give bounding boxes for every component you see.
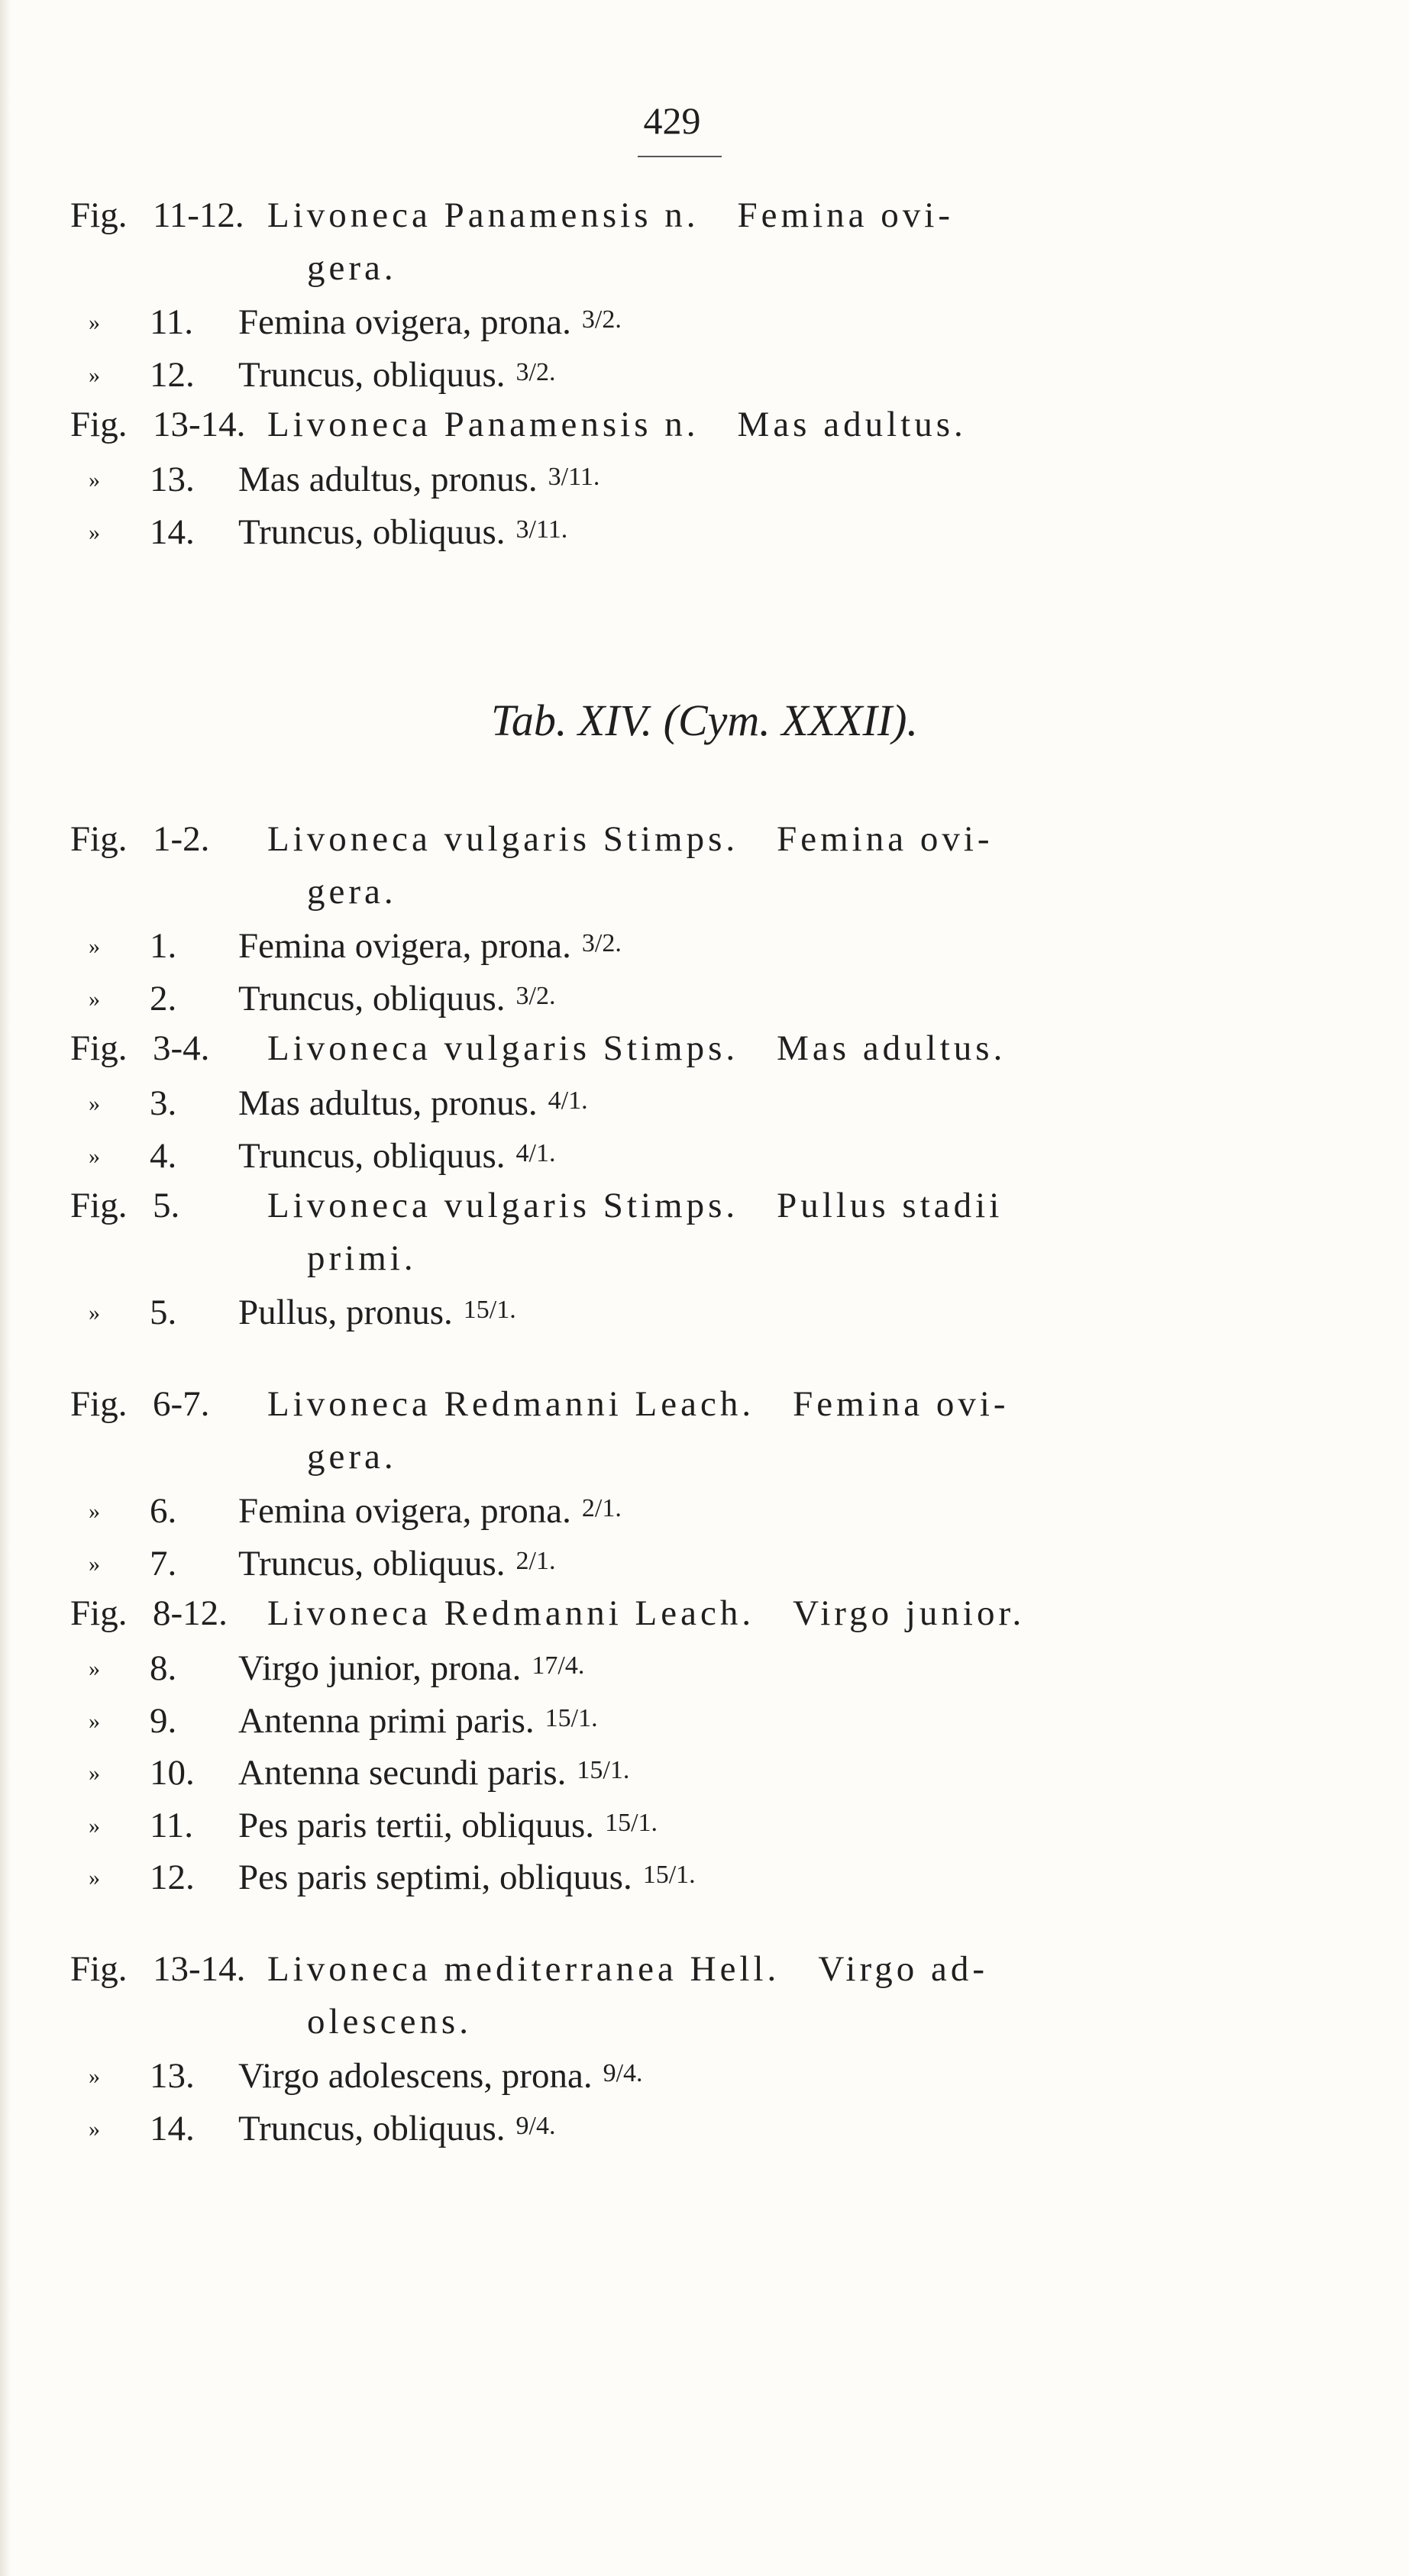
plate-heading: Tab. XIV. (Cym. XXXII). xyxy=(491,696,918,745)
figure-number: 10. xyxy=(150,1753,195,1793)
figure-number: 3. xyxy=(150,1083,177,1123)
figure-caption: Antenna primi paris. xyxy=(238,1700,535,1741)
specimen-description: Femina ovi- xyxy=(793,1384,1010,1424)
magnification: 3/11. xyxy=(515,515,568,544)
ditto-mark: » xyxy=(89,2116,100,2142)
figure-caption: Virgo junior, prona. xyxy=(238,1648,522,1688)
figure-caption: Mas adultus, pronus. xyxy=(238,1083,538,1123)
figure-item xyxy=(89,1131,1158,1176)
figure-item xyxy=(89,1696,1158,1741)
figure-number: 9. xyxy=(150,1700,177,1741)
figure-heading xyxy=(70,1382,1235,1426)
page-number: 429 xyxy=(643,99,701,142)
figure-number: 1. xyxy=(150,926,177,967)
magnification: 3/11. xyxy=(548,463,600,491)
figure-item xyxy=(89,1288,1158,1332)
ditto-mark: » xyxy=(89,986,100,1012)
figure-range: 13-14. xyxy=(153,1949,246,1989)
figure-range: 5. xyxy=(153,1186,180,1226)
ditto-mark: » xyxy=(89,1551,100,1577)
heading-continuation: gera. xyxy=(307,871,397,912)
fig-label: Fig. xyxy=(70,1186,128,1226)
magnification: 15/1. xyxy=(577,1756,630,1785)
figure-number: 14. xyxy=(150,2108,195,2148)
magnification: 4/1. xyxy=(548,1086,588,1115)
figure-number: 2. xyxy=(150,978,177,1018)
heading-continuation: gera. xyxy=(307,1436,397,1477)
figure-item xyxy=(89,1539,1158,1583)
ditto-mark: » xyxy=(89,519,100,545)
figure-item xyxy=(89,350,1158,395)
figure-item xyxy=(89,455,1158,499)
species-name: Livoneca mediterranea Hell. xyxy=(267,1949,780,1989)
figure-range: 3-4. xyxy=(153,1028,210,1069)
ditto-mark: » xyxy=(89,934,100,960)
figure-range: 13-14. xyxy=(153,405,246,445)
magnification: 3/2. xyxy=(581,305,622,334)
species-name: Livoneca vulgaris Stimps. xyxy=(267,819,739,859)
figure-caption: Pullus, pronus. xyxy=(238,1293,453,1333)
magnification: 4/1. xyxy=(515,1138,556,1167)
figure-number: 12. xyxy=(150,1858,195,1898)
figure-item xyxy=(89,508,1158,552)
magnification: 15/1. xyxy=(642,1861,696,1890)
specimen-description: Virgo ad- xyxy=(818,1949,989,1989)
species-name: Livoneca vulgaris Stimps. xyxy=(267,1186,739,1226)
figure-number: 6. xyxy=(150,1491,177,1532)
figure-number: 11. xyxy=(150,1805,194,1845)
ditto-mark: » xyxy=(89,1300,100,1326)
figure-caption: Truncus, obliquus. xyxy=(238,1135,506,1176)
figure-number: 8. xyxy=(150,1648,177,1688)
ditto-mark: » xyxy=(89,1813,100,1838)
ditto-mark: » xyxy=(89,1091,100,1116)
fig-label: Fig. xyxy=(70,1949,128,1989)
figure-caption: Femina ovigera, prona. xyxy=(238,926,571,967)
figure-item xyxy=(89,1487,1158,1531)
ditto-mark: » xyxy=(89,1865,100,1891)
figure-item xyxy=(89,1801,1158,1845)
figure-caption: Truncus, obliquus. xyxy=(238,978,506,1018)
figure-caption: Truncus, obliquus. xyxy=(238,2108,506,2148)
figure-caption: Femina ovigera, prona. xyxy=(238,302,571,343)
species-name: Livoneca Panamensis n. xyxy=(267,405,700,445)
species-name: Livoneca Redmanni Leach. xyxy=(267,1384,755,1424)
magnification: 15/1. xyxy=(605,1808,658,1837)
species-name: Livoneca Panamensis n. xyxy=(267,195,700,235)
figure-item xyxy=(89,2051,1158,2096)
figure-heading xyxy=(70,1026,1235,1070)
magnification: 2/1. xyxy=(515,1546,556,1575)
figure-caption: Truncus, obliquus. xyxy=(238,354,506,395)
ditto-mark: » xyxy=(89,1499,100,1525)
ditto-mark: » xyxy=(89,1656,100,1681)
fig-label: Fig. xyxy=(70,405,128,445)
fig-label: Fig. xyxy=(70,1028,128,1069)
ditto-mark: » xyxy=(89,310,100,336)
magnification: 3/2. xyxy=(515,981,556,1010)
ditto-mark: » xyxy=(89,467,100,492)
figure-number: 13. xyxy=(150,2056,195,2097)
magnification: 17/4. xyxy=(532,1651,585,1680)
specimen-description: Pullus stadii xyxy=(777,1186,1003,1226)
page-edge-shadow xyxy=(0,0,11,2576)
magnification: 15/1. xyxy=(463,1296,516,1325)
figure-caption: Virgo adolescens, prona. xyxy=(238,2056,593,2097)
species-name: Livoneca vulgaris Stimps. xyxy=(267,1028,739,1069)
specimen-description: Mas adultus. xyxy=(737,405,967,445)
magnification: 9/4. xyxy=(515,2111,556,2140)
figure-item xyxy=(89,2104,1158,2148)
figure-item xyxy=(89,1079,1158,1123)
figure-number: 14. xyxy=(150,512,195,552)
ditto-mark: » xyxy=(89,2064,100,2090)
specimen-description: Virgo junior. xyxy=(793,1593,1026,1634)
figure-caption: Truncus, obliquus. xyxy=(238,512,506,552)
figure-item xyxy=(89,922,1158,966)
ditto-mark: » xyxy=(89,1143,100,1169)
figure-caption: Antenna secundi paris. xyxy=(238,1753,567,1793)
magnification: 3/2. xyxy=(581,929,622,958)
figure-caption: Femina ovigera, prona. xyxy=(238,1491,571,1532)
fig-label: Fig. xyxy=(70,195,128,235)
species-name: Livoneca Redmanni Leach. xyxy=(267,1593,755,1634)
figure-heading xyxy=(70,1591,1235,1635)
figure-caption: Pes paris tertii, obliquus. xyxy=(238,1805,595,1845)
specimen-description: Femina ovi- xyxy=(777,819,994,859)
figure-number: 11. xyxy=(150,302,194,343)
figure-item xyxy=(89,1853,1158,1897)
figure-item xyxy=(89,974,1158,1018)
figure-number: 13. xyxy=(150,460,195,499)
fig-label: Fig. xyxy=(70,1384,128,1424)
figure-number: 4. xyxy=(150,1135,177,1176)
magnification: 3/2. xyxy=(515,357,556,386)
specimen-description: Femina ovi- xyxy=(737,195,954,235)
ditto-mark: » xyxy=(89,1761,100,1787)
figure-item xyxy=(89,1644,1158,1688)
fig-label: Fig. xyxy=(70,819,128,859)
figure-heading xyxy=(70,1183,1235,1228)
heading-continuation: olescens. xyxy=(307,2001,472,2042)
specimen-description: Mas adultus. xyxy=(777,1028,1007,1069)
heading-continuation: gera. xyxy=(307,247,397,288)
figure-heading xyxy=(70,817,1235,861)
figure-range: 6-7. xyxy=(153,1384,210,1424)
figure-number: 7. xyxy=(150,1543,177,1583)
page-number-rule xyxy=(638,156,722,157)
figure-range: 8-12. xyxy=(153,1593,228,1634)
figure-number: 12. xyxy=(150,354,195,395)
figure-caption: Truncus, obliquus. xyxy=(238,1543,506,1583)
ditto-mark: » xyxy=(89,362,100,388)
figure-heading xyxy=(70,1947,1235,1991)
figure-number: 5. xyxy=(150,1293,177,1333)
ditto-mark: » xyxy=(89,1708,100,1734)
figure-heading xyxy=(70,193,1235,237)
figure-caption: Pes paris septimi, obliquus. xyxy=(238,1858,632,1898)
figure-heading xyxy=(70,402,1235,447)
magnification: 2/1. xyxy=(581,1494,622,1523)
magnification: 9/4. xyxy=(603,2059,643,2088)
figure-caption: Mas adultus, pronus. xyxy=(238,460,538,499)
magnification: 15/1. xyxy=(545,1703,598,1732)
figure-item xyxy=(89,1748,1158,1793)
heading-continuation: primi. xyxy=(307,1238,417,1278)
fig-label: Fig. xyxy=(70,1593,128,1634)
figure-item xyxy=(89,298,1158,342)
figure-range: 1-2. xyxy=(153,819,210,859)
figure-range: 11-12. xyxy=(153,195,244,235)
